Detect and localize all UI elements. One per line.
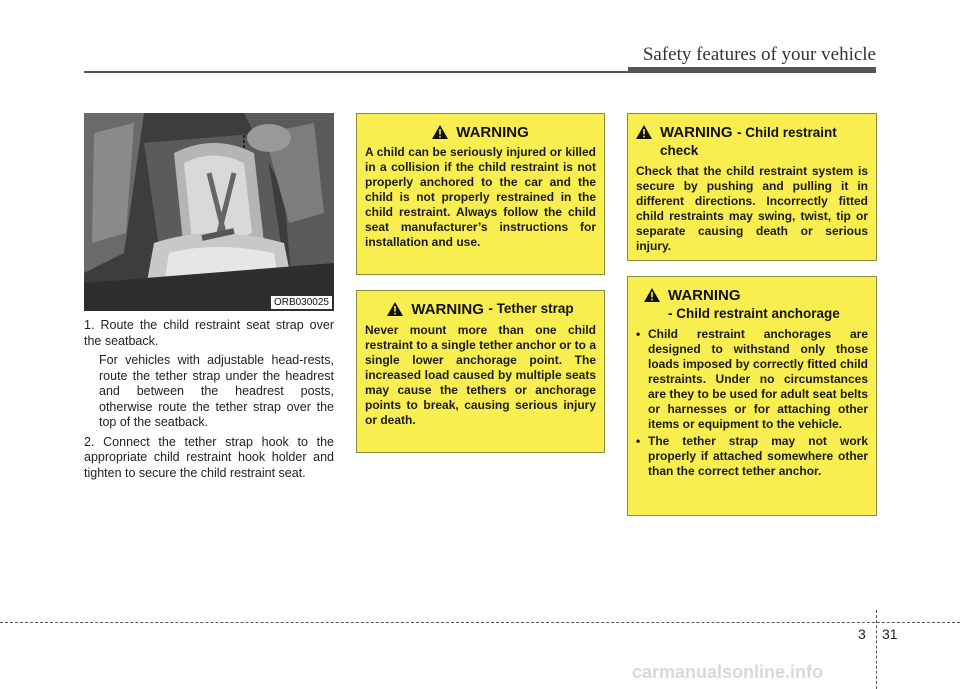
warning-triangle-icon bbox=[387, 302, 403, 316]
warning-anchorage-header bbox=[636, 287, 868, 323]
warning-triangle-icon bbox=[644, 288, 660, 302]
header-rule-accent bbox=[628, 67, 876, 73]
warning-anchorage-list bbox=[636, 327, 868, 479]
warning-check bbox=[627, 113, 877, 261]
warning-tether-title: WARNING bbox=[411, 301, 484, 318]
footer-divider bbox=[876, 610, 877, 689]
warning-check-body: Check that the child restraint system is secure by pushing and pulling it in different directions. Incorrectly fitted child restraints may swing, twist, tip or separate causing death or serious injury. bbox=[636, 164, 868, 253]
page-number: 31 bbox=[882, 626, 898, 642]
photo-caption: ORB030025 bbox=[271, 296, 332, 309]
warning-check-header bbox=[636, 124, 868, 160]
footer-rule bbox=[0, 622, 960, 623]
warning-tether bbox=[356, 290, 605, 453]
child-seat-photo bbox=[84, 113, 334, 311]
warning-check-subtitle: - Child restraint check bbox=[660, 125, 837, 158]
warning-tether-header bbox=[365, 301, 596, 319]
child-seat-illustration bbox=[84, 113, 334, 311]
warning-triangle-icon bbox=[636, 125, 652, 139]
warning-anchorage bbox=[627, 276, 877, 516]
warning-anchorage-title: WARNING bbox=[668, 287, 741, 304]
step-2: 2. Connect the tether strap hook to the appropriate child restraint hook holder and tighten to secure the child restraint seat. bbox=[84, 434, 334, 480]
step-1: 1. Route the child restraint seat strap over the seatback. bbox=[84, 318, 334, 348]
warning-anchorage-subtitle: - Child restraint anchorage bbox=[668, 306, 840, 321]
list-item: • Child restraint anchorages are designed to withstand only those loads imposed by correctly fitted child restraints. Under no circumstances are they to be used for adult seat belts or harnesses or for attaching other items or equipment to the vehicle. bbox=[636, 327, 868, 432]
warning-collision-title: WARNING bbox=[456, 124, 529, 141]
watermark: carmanualsonline.info bbox=[632, 662, 824, 682]
warning-collision bbox=[356, 113, 605, 275]
step-1-note: For vehicles with adjustable head-rests, route the tether strap under the headrest and between the headrest posts, otherwise route the tether strap over the top of the seatback. bbox=[99, 353, 334, 429]
warning-check-title: WARNING bbox=[660, 124, 733, 141]
installation-steps bbox=[84, 318, 334, 485]
warning-tether-body: Never mount more than one child restraint to a single tether anchor or to a single lower anchorage point. The increased load caused by multiple seats may cause the tethers or anchorage points to break, causing serious injury or death. bbox=[365, 323, 596, 427]
warning-collision-header bbox=[365, 124, 596, 141]
warning-triangle-icon bbox=[432, 125, 448, 139]
page-header-title: Safety features of your vehicle bbox=[642, 44, 876, 65]
list-item: • The tether strap may not work properly if attached somewhere other than the correct tether anchor. bbox=[636, 434, 868, 479]
section-number: 3 bbox=[858, 626, 866, 642]
warning-tether-subtitle: - Tether strap bbox=[488, 301, 574, 316]
warning-collision-body: A child can be seriously injured or killed in a collision if the child restraint is not properly anchored to the car and the child is not properly restrained in the child restraint. Always follow the child seat manufacturer’s instructions for installation and use. bbox=[365, 145, 596, 249]
